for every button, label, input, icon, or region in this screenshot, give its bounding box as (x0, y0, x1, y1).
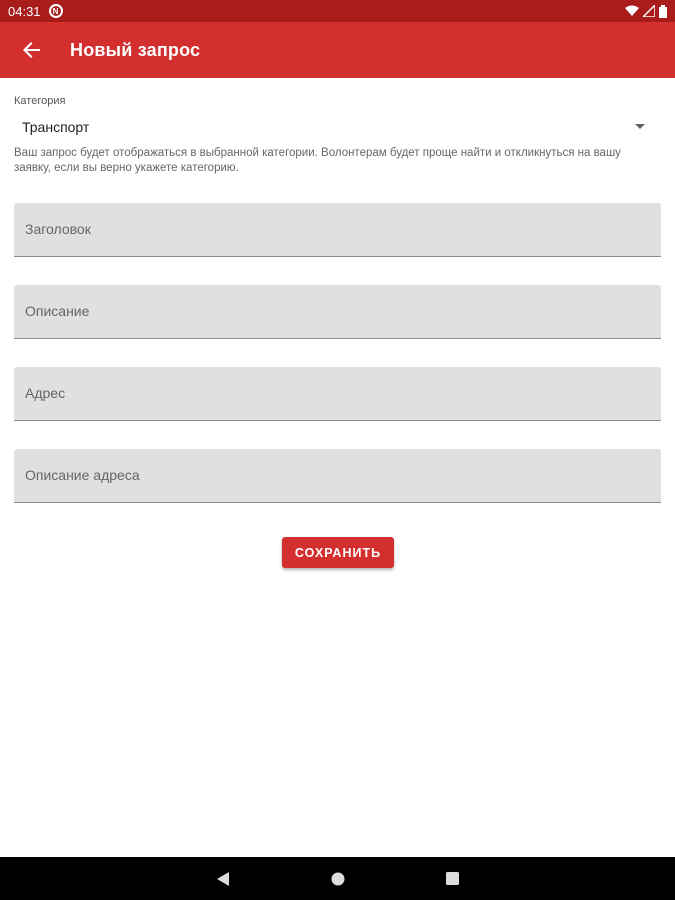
title-field[interactable] (14, 203, 661, 257)
nav-recents-icon (446, 872, 459, 885)
nav-home-button[interactable] (328, 869, 348, 889)
description-field-label: Описание (25, 303, 90, 319)
status-time: 04:31 (8, 3, 41, 19)
address-field[interactable] (14, 367, 661, 421)
wifi-icon (625, 5, 639, 17)
address-description-field[interactable] (14, 449, 661, 503)
category-dropdown[interactable] (14, 114, 661, 140)
nav-back-button[interactable] (213, 869, 233, 889)
back-button[interactable] (4, 22, 60, 78)
category-hint: Ваш запрос будет отображаться в выбранной категории. Волонтерам будет проще найти и откликнуться на вашу заявку, если вы верно укажете категорию. (14, 147, 621, 174)
back-arrow-icon (23, 41, 41, 59)
nav-home-icon (331, 872, 345, 886)
page-title: Новый запрос (70, 39, 201, 60)
category-value: Транспорт (22, 119, 90, 135)
category-label: Категория (14, 95, 66, 107)
title-field-label: Заголовок (25, 221, 91, 237)
app-bar (0, 22, 675, 78)
navigation-bar (0, 857, 675, 900)
address-description-field-label: Описание адреса (25, 467, 140, 483)
description-field[interactable] (14, 285, 661, 339)
status-bar (0, 0, 675, 22)
battery-icon (659, 5, 667, 18)
save-button[interactable]: СОХРАНИТЬ (282, 537, 394, 568)
nav-back-icon (216, 871, 230, 887)
nav-recents-button[interactable] (443, 869, 463, 889)
dropdown-arrow-icon (635, 124, 645, 129)
signal-icon (643, 5, 655, 17)
notification-icon: N (49, 4, 63, 18)
address-field-label: Адрес (25, 385, 66, 401)
